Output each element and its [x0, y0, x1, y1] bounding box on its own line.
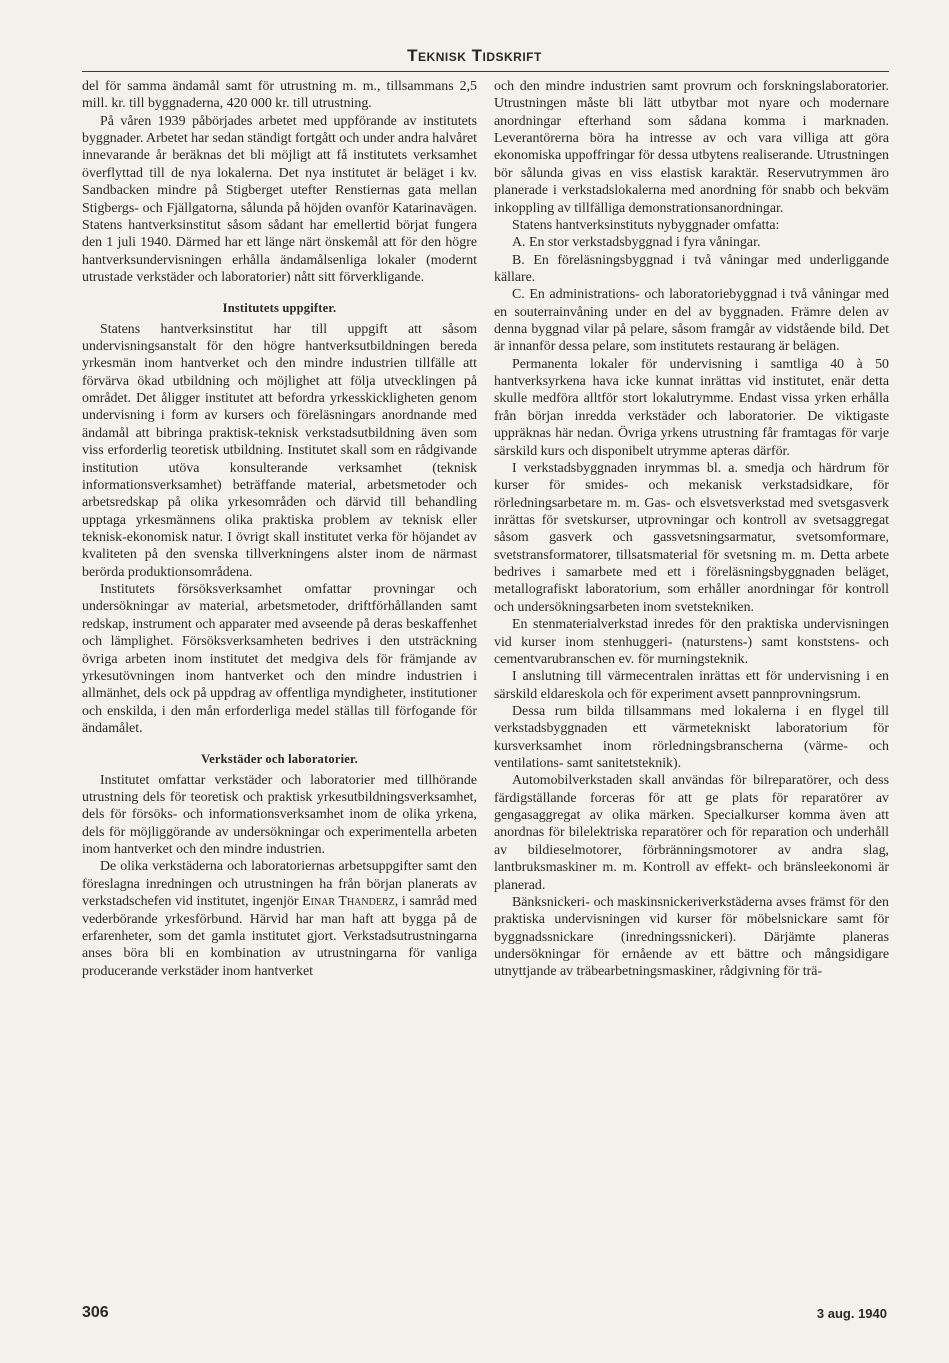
- header-rule: [82, 71, 889, 72]
- paragraph-text: , i samråd med vederbörande yrkesförbund. Härvid har man haft att bygga på de erfarenheter, som det gamla institutet gjort. Verkstadsutrustningarna anses böra bli en kombination av utrustningarna för vanliga producerande verkstäder inom hantverket: [82, 894, 477, 979]
- paragraph: På våren 1939 påbörjades arbetet med uppförande av institutets byggnader. Arbetet har sedan ständigt fortgått och under andra halvåret innevarande år beräknas det bli möjligt att få institutets verksamhet överflyttad till de nya lokalerna. Det nya institutet är beläget i kv. Sandbacken mindre på Stigberget utefter Renstiernas gata mellan Stigbergs- och Fjällgatorna, sålunda på höjden ovanför Katarinavägen. Statens hantverksinstitut såsom sådant har emellertid börjat fungera den 1 juli 1940. Därmed har ett länge närt önskemål att för den högre hantverksundervisningen erhålla ändamålsenliga lokaler (modernt utrustade verkstäder och laboratorier) nått sitt förverkligande.: [82, 113, 477, 285]
- list-item: C. En administrations- och laboratoriebyggnad i två våningar med en souterrainvåning under en del av byggnaden. Främre delen av denna byggnad vilar på pelare, såsom framgår av vidstående bild. Det är innanför dessa pelare, som institutets restaurang är belägen.: [494, 287, 889, 355]
- right-column: [494, 78, 889, 981]
- paragraph: Dessa rum bilda tillsammans med lokalerna i en flygel till verkstadsbyggnaden ett värmetekniskt laboratorium för kursverksamhet inom rörledningsbranscherna (värme- och ventilations- samt sanitetsteknik).: [494, 703, 889, 772]
- issue-date: 3 aug. 1940: [816, 1306, 887, 1321]
- page-number: 306: [82, 1304, 109, 1321]
- journal-title: Teknisk Tidskrift: [407, 46, 542, 65]
- paragraph: del för samma ändamål samt för utrustning m. m., tillsammans 2,5 mill. kr. till byggnaderna, 420 000 kr. till utrustning.: [82, 79, 477, 112]
- section-heading: Verkstäder och laboratorier.: [201, 752, 358, 767]
- paragraph: Statens hantverksinstitut har till uppgift att såsom undervisningsanstalt för den högre hantverksutbildningen bereda yrkesmän inom hantverket och den mindre industrien tillfälle att förvärva ökad utbildning och möjlighet att följa utvecklingen på området. Det åligger institutet att befordra yrkesskickligheten genom undervisning i form av kursers och föreläsningars anordnande med ändamål att bibringa praktisk-teknisk verkstadsutbildning även som viss erforderlig teoretisk utbildning. Institutet skall som en rådgivande institution utöva konsulterande verksamhet (teknisk informationsverksamhet) beträffande material, arbetsmetoder och arbetsredskap på olika yrkesområden och därvid till behandling upptaga yrkesmännens olika praktiska problem av teknisk eller teknisk-ekonomisk natur. I övrigt skall institutet verka för höjandet av kvaliteten på den svenska tillverkningens alster inom de närmast berörda produktionsområdena.: [82, 321, 477, 580]
- paragraph: I anslutning till värmecentralen inrättas ett för undervisning i en särskild eldareskola och för experiment avsett pannprovningsrum.: [494, 669, 889, 702]
- paragraph: Bänksnickeri- och maskinsnickeriverkstäderna avses främst för den praktiska undervisningen vid kurser för möbelsnickare samt för byggnadssnickare (inredningssnickeri). Därjämte planeras undersökningar för ernående av ett bättre och mångsidigare utnyttjande av träbearbetningsmaskiner, rådgivning för trä-: [494, 894, 889, 980]
- paragraph: Automobilverkstaden skall användas för bilreparatörer, och dess färdigställande forceras för att ge plats för reparatörer av gengasaggregat av olika märken. Specialkurser komma även att anordnas för bilelektriska reparatörer och för reparation och underhåll av bildieselmotorer, förbränningsmotorer av andra slag, lantbruksmaskiner m. m. Kontroll av effekt- och bränsleekonomi är planerad.: [494, 773, 889, 893]
- paragraph: Institutets försöksverksamhet omfattar provningar och undersökningar av material, arbetsmetoder, driftförhållanden samt redskap, instrument och apparater med avseende på deras beskaffenhet och lämplighet. Försöksverksamheten bedrives i den utsträckning övriga arbeten inom institutet det medgiva dels för främjande av yrkesutövningen inom hantverket och den mindre industrien i allmänhet, dels ock på uppdrag av offentliga myndigheter, institutioner och enskilda, i den mån erforderliga medel ställas till förfogande för ändamålet.: [82, 582, 477, 736]
- list-item: B. En föreläsningsbyggnad i två våningar med underliggande källare.: [494, 252, 889, 285]
- paragraph: [82, 858, 477, 980]
- section-heading: Institutets uppgifter.: [222, 301, 337, 316]
- list-item: A. En stor verkstadsbyggnad i fyra våningar.: [512, 235, 761, 251]
- paragraph-text: De olika verkstäderna och laboratoriernas arbetsuppgifter samt den föreslagna inredningen och utrustningen ha från början planerats av verkstadschefen vid institutet, ingenjör: [82, 859, 477, 910]
- person-name: Einar Thanderz: [302, 894, 395, 910]
- paragraph: och den mindre industrien samt provrum och forskningslaboratorier. Utrustningen måste bli lätt utbytbar mot nyare och modernare anordningar efterhand som sådana komma i marknaden. Leverantörerna böra ha intresse av och vara villiga att göra ekonomiska uppoffringar för dessa utbytens realiserande. Utrustningen bör sålunda givas en viss elastisk karaktär. Reservutrymmen äro planerade i verkstadslokalerna med anordning för snabb och bekväm inkoppling av tillfälliga demonstrationsanordningar.: [494, 79, 889, 216]
- paragraph: En stenmaterialverkstad inredes för den praktiska undervisningen vid kurser inom stenhuggeri- (naturstens-) samt konststens- och cementvarubranschen ev. för murningsteknik.: [494, 617, 889, 667]
- paragraph: Institutet omfattar verkstäder och laboratorier med tillhörande utrustning dels för teoretisk och praktisk yrkesutbildningsverksamhet, dels för försöks- och informationsverksamhet inom de olika yrkena, dels för möjliggörande av undersökningar och experimentella arbeten inom hantverket och den mindre industrien.: [82, 772, 477, 858]
- paragraph: Permanenta lokaler för undervisning i samtliga 40 à 50 hantverksyrkena hava icke kunnat inrättas vid institutet, enär detta skulle medföra alltför stort lokalutrymme. Endast vissa yrken erhålla från början inredda verkstäder och laboratorier. De viktigaste uppräknas här nedan. Övriga yrkens utrustning får framtagas för varje särskild kurs och disponibelt utrymme apteras därför.: [494, 356, 889, 459]
- paragraph: I verkstadsbyggnaden inrymmas bl. a. smedja och härdrum för kurser för smides- och mekanisk verkstadsidkare, för rörledningsarbetare m. m. Gas- och elsvetsverkstad med svetsgasverk inrättas för svetskurser, utprovningar och kontroll av svetsaggregat såsom gasverk och gassvetsningsarmatur, svetsomformare, svetstransformatorer, tillsatsmaterial för svetsning m. m. Detta arbete bedrives i samarbete med ett i föreläsningsbyggnaden beläget, metallografiskt laboratorium, som erhåller anordningar för kontroll och undersökningsarbeten inom svetstekniken.: [494, 460, 889, 615]
- left-column: [82, 78, 477, 980]
- paragraph: Statens hantverksinstituts nybyggnader omfatta:: [512, 217, 780, 233]
